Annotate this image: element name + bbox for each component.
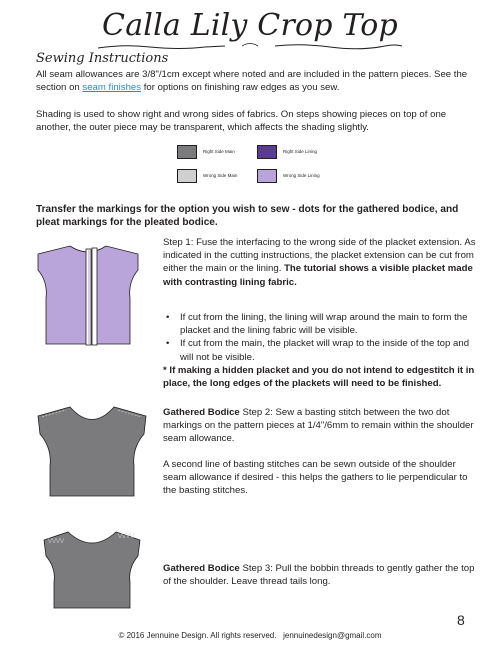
bullet-text: If cut from the lining, the lining will wrap around the main to form the placket and the lining fabric will be visible. <box>180 312 468 337</box>
step-2-extra: A second line of basting stitches can be sewn outside of the shoulder seam allowance if desired - this helps the gathers to lie perpendicular to the basting stitches. <box>163 459 468 497</box>
list-item: • If cut from the lining, the lining will wrap around the main to form the placket and the lining fabric will be visible. <box>166 312 468 337</box>
legend-swatch-wrong-lining <box>257 169 277 183</box>
legend-swatch-right-main <box>177 145 197 159</box>
intro-paragraph-1 <box>36 68 470 95</box>
seam-finishes-link[interactable]: seam finishes <box>82 82 142 94</box>
section-heading: Sewing Instructions <box>36 51 169 66</box>
list-item: • If cut from the main, the placket will wrap to the inside of the top and will not be visible. <box>166 338 470 363</box>
page-title: Calla Lily Crop Top <box>102 8 398 43</box>
legend-swatch-right-lining <box>257 145 277 159</box>
bodice-basting-illustration <box>34 404 150 500</box>
bodice-gathered-illustration <box>34 528 150 612</box>
bodice-placket-illustration <box>28 240 148 354</box>
step-1-bullets <box>166 311 482 364</box>
step-3-body: Step 3: Pull the bobbin threads to gently gather the top of the shoulder. Leave thread tails long. <box>163 563 475 588</box>
step-2-body: Step 2: Sew a basting stitch between the two dot markings on the pattern pieces at 1/4"/6mm to remain within the shoulder seam allowance. <box>163 407 474 445</box>
step-3-text <box>163 562 481 588</box>
intro-paragraph-2: Shading is used to show right and wrong sides of fabrics. On steps showing pieces on top of one another, the outer piece may be transparent, which affects the shading slightly. <box>36 109 447 134</box>
legend-label-right-lining: Right Side Lining <box>283 149 318 154</box>
bullet-text: If cut from the main, the placket will wrap to the inside of the top and will not be visible. <box>180 338 470 363</box>
intro-text-pre: All seam allowances are 3/8"/1cm except where noted and are included in the pattern pieces. See the section on <box>36 69 468 94</box>
hidden-placket-note: * If making a hidden placket and you do not intend to edgestitch it in place, the long edges of the plackets will need to be finished. <box>163 365 475 390</box>
footer-email: jennuinedesign@gmail.com <box>283 631 382 640</box>
transfer-markings-note: Transfer the markings for the option you wish to sew - dots for the gathered bodice, and pleat markings for the pleated bodice. <box>36 204 459 229</box>
footer-copyright: © 2016 Jennuine Design. All rights reserved. <box>118 631 277 640</box>
shading-legend <box>177 145 347 187</box>
step-2-label: Gathered Bodice <box>163 407 240 418</box>
legend-label-wrong-main: Wrong Side Main <box>203 173 238 178</box>
intro-text-post: for options on finishing raw edges as you sew. <box>141 82 340 94</box>
legend-swatch-wrong-main <box>177 169 197 183</box>
step-1-bold: The tutorial shows a visible placket made with contrasting lining fabric. <box>163 263 473 288</box>
step-2-text <box>163 406 481 446</box>
page-number: 8 <box>457 612 465 628</box>
legend-label-wrong-lining: Wrong Side Lining <box>283 173 320 178</box>
legend-label-right-main: Right Side Main <box>203 149 235 154</box>
footer <box>0 631 500 640</box>
step-3-label: Gathered Bodice <box>163 563 240 574</box>
title-block <box>0 6 500 50</box>
step-1-text <box>163 236 481 289</box>
step-1-body: Step 1: Fuse the interfacing to the wrong side of the placket extension. As indicated in the cutting instructions, the placket extension can be cut from either the main or the lining. <box>163 237 476 275</box>
